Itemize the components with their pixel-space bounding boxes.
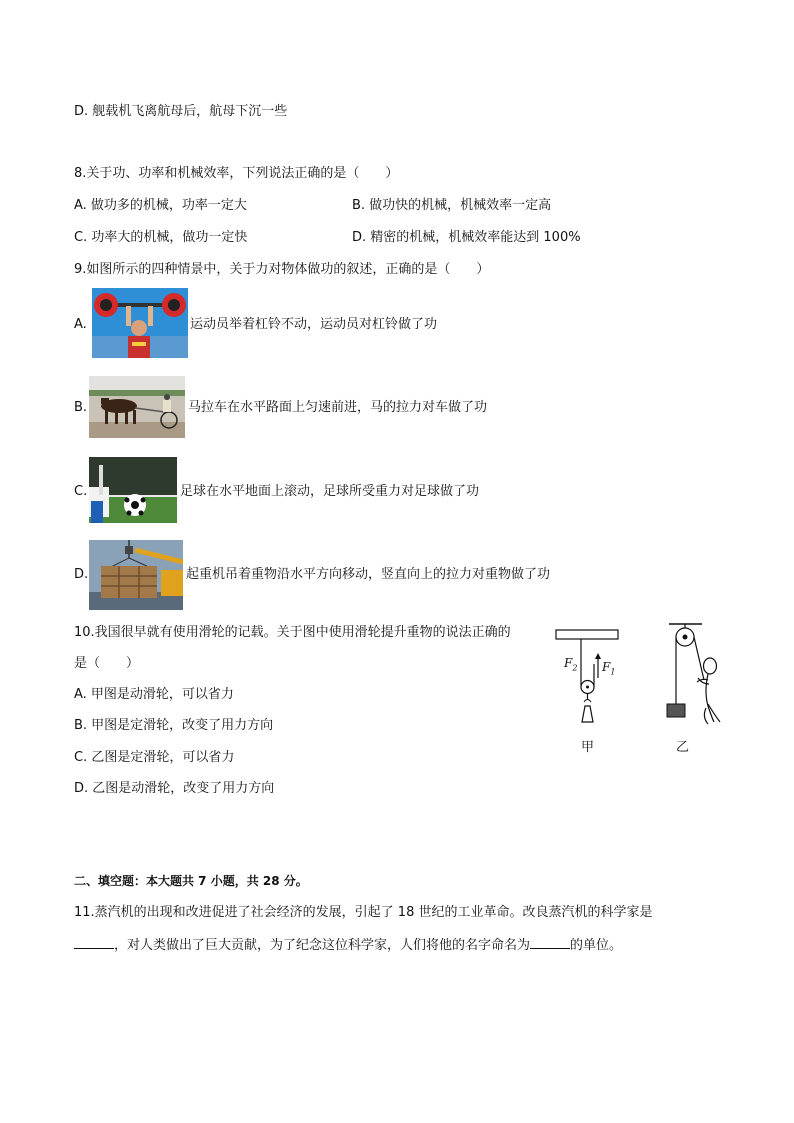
q9-option-b-letter: B. <box>74 400 88 415</box>
q11-line1: 11.蒸汽机的出现和改进促进了社会经济的发展，引起了 18 世纪的工业革命。改良蒸汽机的科学家是 <box>74 905 653 920</box>
q9-stem: 9.如图所示的四种情景中，关于力对物体做功的叙述，正确的是（ ） <box>74 262 490 277</box>
q9-option-d-letter: D. <box>74 567 89 582</box>
q9-option-d-text: 起重机吊着重物沿水平方向移动，竖直向上的拉力对重物做了功 <box>186 567 551 582</box>
q8-stem: 8.关于功、功率和机械效率，下列说法正确的是（ ） <box>74 166 399 181</box>
q10-option-d: D. 乙图是动滑轮，改变了用力方向 <box>74 781 275 796</box>
ceiling-bar <box>556 630 618 639</box>
q9-option-c-letter: C. <box>74 484 88 499</box>
q9-option-a-letter: A. <box>74 317 87 332</box>
q10-option-b: B. 甲图是定滑轮，改变了用力方向 <box>74 718 274 733</box>
weightlifter-image <box>92 288 188 358</box>
q8-option-d: D. 精密的机械，机械效率能达到 100% <box>352 230 581 245</box>
block-icon <box>667 704 685 717</box>
soccer-ball-image <box>89 457 177 523</box>
q8-option-a: A. 做功多的机械，功率一定大 <box>74 198 247 213</box>
q9-option-c-text: 足球在水平地面上滚动，足球所受重力对足球做了功 <box>180 484 480 499</box>
horse-cart-image <box>89 376 185 438</box>
q11-line2-text2: 的单位。 <box>570 938 623 953</box>
q10-stem-line1: 10.我国很早就有使用滑轮的记载。关于图中使用滑轮提升重物的说法正确的 <box>74 625 511 640</box>
q10-option-c: C. 乙图是定滑轮，可以省力 <box>74 750 235 765</box>
caption-jia: 甲 <box>581 740 595 755</box>
q9-option-a-text: 运动员举着杠铃不动，运动员对杠铃做了功 <box>190 317 438 332</box>
q10-stem-line2: 是（ ） <box>74 656 140 671</box>
force-label-f1: $F_1$ <box>602 660 616 677</box>
q11-line2 <box>74 936 622 955</box>
q10-option-a: A. 甲图是动滑轮，可以省力 <box>74 687 234 702</box>
answer-blank-2[interactable] <box>530 936 570 949</box>
pulley-figure <box>552 622 732 754</box>
person-icon <box>704 658 717 674</box>
answer-blank-1[interactable] <box>74 936 114 949</box>
q8-option-b: B. 做功快的机械，机械效率一定高 <box>352 198 552 213</box>
q11-line2-text1: ，对人类做出了巨大贡献，为了纪念这位科学家，人们将他的名字命名为 <box>114 938 531 953</box>
force-label-f2: $F_2$ <box>564 656 578 673</box>
q9-option-b-text: 马拉车在水平路面上匀速前进，马的拉力对车做了功 <box>188 400 488 415</box>
q8-option-c: C. 功率大的机械，做功一定快 <box>74 230 248 245</box>
q7-option-d: D. 舰载机飞离航母后，航母下沉一些 <box>74 104 288 119</box>
caption-yi: 乙 <box>676 740 690 755</box>
crane-image <box>89 540 183 610</box>
weight-icon <box>582 706 593 722</box>
section-2-title: 二、填空题：本大题共 7 小题，共 28 分。 <box>74 874 308 888</box>
